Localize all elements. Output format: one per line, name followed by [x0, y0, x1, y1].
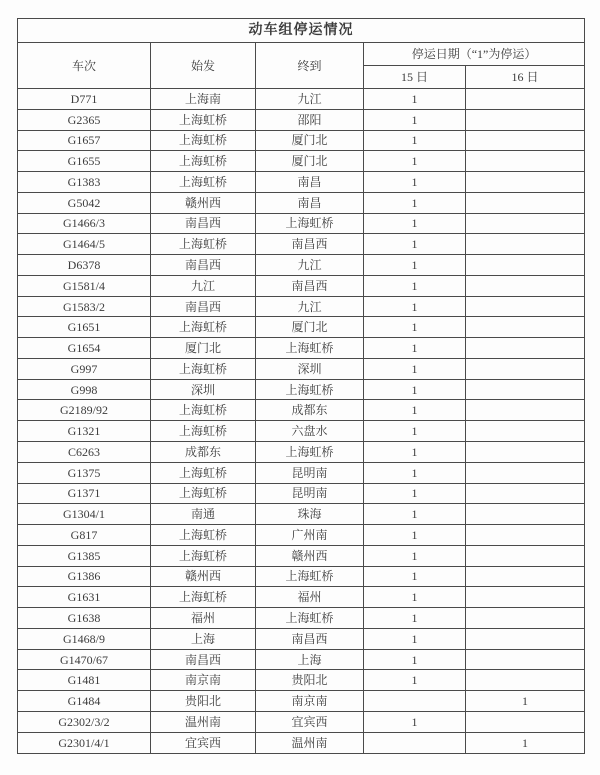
train-cell: G1470/67 [18, 649, 151, 670]
date16-cell [466, 649, 585, 670]
train-cell: G1655 [18, 151, 151, 172]
col-header-origin: 始发 [151, 43, 256, 89]
table-row [18, 358, 585, 379]
origin-cell: 温州南 [151, 711, 256, 732]
table-row [18, 421, 585, 442]
table-row [18, 649, 585, 670]
origin-cell: 上海虹桥 [151, 234, 256, 255]
destination-cell: 南昌 [256, 172, 364, 193]
date16-cell [466, 296, 585, 317]
date16-cell [466, 213, 585, 234]
destination-cell: 九江 [256, 255, 364, 276]
destination-cell: 深圳 [256, 358, 364, 379]
destination-cell: 昆明南 [256, 483, 364, 504]
date16-cell [466, 545, 585, 566]
date16-cell [466, 358, 585, 379]
table-row [18, 213, 585, 234]
date16-cell [466, 670, 585, 691]
train-cell: G1464/5 [18, 234, 151, 255]
train-cell: G1481 [18, 670, 151, 691]
destination-cell: 上海虹桥 [256, 608, 364, 629]
date16-cell [466, 628, 585, 649]
date16-cell [466, 379, 585, 400]
destination-cell: 邵阳 [256, 109, 364, 130]
date16-cell [466, 255, 585, 276]
table-row [18, 462, 585, 483]
date16-cell [466, 587, 585, 608]
date15-cell: 1 [364, 358, 466, 379]
origin-cell: 上海虹桥 [151, 172, 256, 193]
train-cell: G1484 [18, 691, 151, 712]
col-header-train: 车次 [18, 43, 151, 89]
table-row [18, 109, 585, 130]
date16-cell [466, 525, 585, 546]
destination-cell: 温州南 [256, 732, 364, 753]
train-cell: G1638 [18, 608, 151, 629]
table-row [18, 400, 585, 421]
destination-cell: 厦门北 [256, 317, 364, 338]
date16-cell [466, 317, 585, 338]
table-row [18, 172, 585, 193]
table-row [18, 89, 585, 110]
destination-cell: 南京南 [256, 691, 364, 712]
origin-cell: 上海虹桥 [151, 545, 256, 566]
origin-cell: 上海虹桥 [151, 109, 256, 130]
date15-cell: 1 [364, 296, 466, 317]
train-cell: G1466/3 [18, 213, 151, 234]
date15-cell: 1 [364, 234, 466, 255]
col-header-date16: 16 日 [466, 66, 585, 89]
date15-cell: 1 [364, 275, 466, 296]
date15-cell: 1 [364, 462, 466, 483]
date16-cell [466, 338, 585, 359]
train-cell: D6378 [18, 255, 151, 276]
date16-cell [466, 504, 585, 525]
date16-cell [466, 483, 585, 504]
date16-cell [466, 275, 585, 296]
destination-cell: 赣州西 [256, 545, 364, 566]
destination-cell: 宜宾西 [256, 711, 364, 732]
train-cell: G2301/4/1 [18, 732, 151, 753]
origin-cell: 上海 [151, 628, 256, 649]
train-cell: G1583/2 [18, 296, 151, 317]
date15-cell: 1 [364, 89, 466, 110]
col-header-destination: 终到 [256, 43, 364, 89]
table-row [18, 255, 585, 276]
origin-cell: 南京南 [151, 670, 256, 691]
date15-cell [364, 732, 466, 753]
origin-cell: 上海虹桥 [151, 130, 256, 151]
origin-cell: 上海虹桥 [151, 317, 256, 338]
train-cell: G1385 [18, 545, 151, 566]
train-cell: G1631 [18, 587, 151, 608]
date15-cell: 1 [364, 587, 466, 608]
table-row [18, 317, 585, 338]
origin-cell: 上海虹桥 [151, 525, 256, 546]
column-header-row [18, 43, 585, 66]
date15-cell: 1 [364, 379, 466, 400]
date16-cell [466, 234, 585, 255]
destination-cell: 厦门北 [256, 151, 364, 172]
destination-cell: 成都东 [256, 400, 364, 421]
origin-cell: 厦门北 [151, 338, 256, 359]
date16-cell [466, 566, 585, 587]
table-row [18, 483, 585, 504]
date16-cell [466, 192, 585, 213]
train-cell: G2302/3/2 [18, 711, 151, 732]
destination-cell: 福州 [256, 587, 364, 608]
train-cell: D771 [18, 89, 151, 110]
train-cell: G2189/92 [18, 400, 151, 421]
table-row [18, 151, 585, 172]
origin-cell: 南通 [151, 504, 256, 525]
train-cell: G1383 [18, 172, 151, 193]
col-header-dates-group: 停运日期（“1”为停运） [364, 43, 585, 66]
train-cell: G1651 [18, 317, 151, 338]
date15-cell: 1 [364, 545, 466, 566]
destination-cell: 上海 [256, 649, 364, 670]
date15-cell: 1 [364, 504, 466, 525]
table-row [18, 379, 585, 400]
date15-cell: 1 [364, 255, 466, 276]
destination-cell: 上海虹桥 [256, 338, 364, 359]
date15-cell: 1 [364, 338, 466, 359]
date15-cell [364, 691, 466, 712]
origin-cell: 上海虹桥 [151, 151, 256, 172]
origin-cell: 赣州西 [151, 192, 256, 213]
date15-cell: 1 [364, 483, 466, 504]
date15-cell: 1 [364, 317, 466, 338]
table-row [18, 442, 585, 463]
date15-cell: 1 [364, 400, 466, 421]
origin-cell: 上海虹桥 [151, 483, 256, 504]
train-cell: G1468/9 [18, 628, 151, 649]
train-cell: G1386 [18, 566, 151, 587]
date16-cell [466, 462, 585, 483]
train-cell: G1657 [18, 130, 151, 151]
destination-cell: 上海虹桥 [256, 442, 364, 463]
date15-cell: 1 [364, 566, 466, 587]
origin-cell: 上海虹桥 [151, 358, 256, 379]
destination-cell: 珠海 [256, 504, 364, 525]
date15-cell: 1 [364, 711, 466, 732]
origin-cell: 福州 [151, 608, 256, 629]
origin-cell: 上海虹桥 [151, 587, 256, 608]
date16-cell [466, 89, 585, 110]
train-cell: G1375 [18, 462, 151, 483]
col-header-date15: 15 日 [364, 66, 466, 89]
destination-cell: 厦门北 [256, 130, 364, 151]
origin-cell: 九江 [151, 275, 256, 296]
origin-cell: 南昌西 [151, 296, 256, 317]
train-cell: G2365 [18, 109, 151, 130]
origin-cell: 上海虹桥 [151, 421, 256, 442]
origin-cell: 赣州西 [151, 566, 256, 587]
origin-cell: 上海南 [151, 89, 256, 110]
destination-cell: 南昌西 [256, 234, 364, 255]
date16-cell [466, 421, 585, 442]
destination-cell: 九江 [256, 89, 364, 110]
title-row [18, 19, 585, 43]
date15-cell: 1 [364, 442, 466, 463]
train-cell: G5042 [18, 192, 151, 213]
destination-cell: 南昌西 [256, 628, 364, 649]
date15-cell: 1 [364, 628, 466, 649]
origin-cell: 南昌西 [151, 213, 256, 234]
date16-cell [466, 172, 585, 193]
destination-cell: 上海虹桥 [256, 379, 364, 400]
train-cell: G998 [18, 379, 151, 400]
table-body [18, 89, 585, 754]
table-row [18, 711, 585, 732]
date16-cell: 1 [466, 691, 585, 712]
date16-cell [466, 109, 585, 130]
table-row [18, 130, 585, 151]
table-row [18, 504, 585, 525]
origin-cell: 南昌西 [151, 255, 256, 276]
origin-cell: 南昌西 [151, 649, 256, 670]
table-title: 动车组停运情况 [18, 19, 585, 43]
date16-cell: 1 [466, 732, 585, 753]
table-row [18, 192, 585, 213]
destination-cell: 九江 [256, 296, 364, 317]
train-cell: G817 [18, 525, 151, 546]
train-cell: C6263 [18, 442, 151, 463]
table-row [18, 670, 585, 691]
train-cell: G1321 [18, 421, 151, 442]
table-row [18, 566, 585, 587]
destination-cell: 昆明南 [256, 462, 364, 483]
table-row [18, 587, 585, 608]
train-cell: G1304/1 [18, 504, 151, 525]
origin-cell: 深圳 [151, 379, 256, 400]
destination-cell: 上海虹桥 [256, 213, 364, 234]
date15-cell: 1 [364, 421, 466, 442]
date16-cell [466, 151, 585, 172]
destination-cell: 南昌 [256, 192, 364, 213]
origin-cell: 上海虹桥 [151, 462, 256, 483]
date15-cell: 1 [364, 192, 466, 213]
train-suspension-table [17, 18, 585, 754]
table-row [18, 275, 585, 296]
train-cell: G1654 [18, 338, 151, 359]
table-row [18, 234, 585, 255]
train-cell: G997 [18, 358, 151, 379]
table-row [18, 525, 585, 546]
date15-cell: 1 [364, 109, 466, 130]
date16-cell [466, 608, 585, 629]
origin-cell: 贵阳北 [151, 691, 256, 712]
table-row [18, 338, 585, 359]
date15-cell: 1 [364, 670, 466, 691]
origin-cell: 上海虹桥 [151, 400, 256, 421]
date15-cell: 1 [364, 525, 466, 546]
table-row [18, 732, 585, 753]
destination-cell: 广州南 [256, 525, 364, 546]
date15-cell: 1 [364, 213, 466, 234]
destination-cell: 贵阳北 [256, 670, 364, 691]
table-row [18, 691, 585, 712]
train-cell: G1581/4 [18, 275, 151, 296]
table-row [18, 608, 585, 629]
date16-cell [466, 711, 585, 732]
date15-cell: 1 [364, 130, 466, 151]
destination-cell: 南昌西 [256, 275, 364, 296]
date16-cell [466, 400, 585, 421]
date16-cell [466, 130, 585, 151]
train-cell: G1371 [18, 483, 151, 504]
date15-cell: 1 [364, 151, 466, 172]
origin-cell: 成都东 [151, 442, 256, 463]
date16-cell [466, 442, 585, 463]
date15-cell: 1 [364, 649, 466, 670]
destination-cell: 上海虹桥 [256, 566, 364, 587]
date15-cell: 1 [364, 172, 466, 193]
table-row [18, 296, 585, 317]
date15-cell: 1 [364, 608, 466, 629]
origin-cell: 宜宾西 [151, 732, 256, 753]
table-row [18, 628, 585, 649]
destination-cell: 六盘水 [256, 421, 364, 442]
table-row [18, 545, 585, 566]
